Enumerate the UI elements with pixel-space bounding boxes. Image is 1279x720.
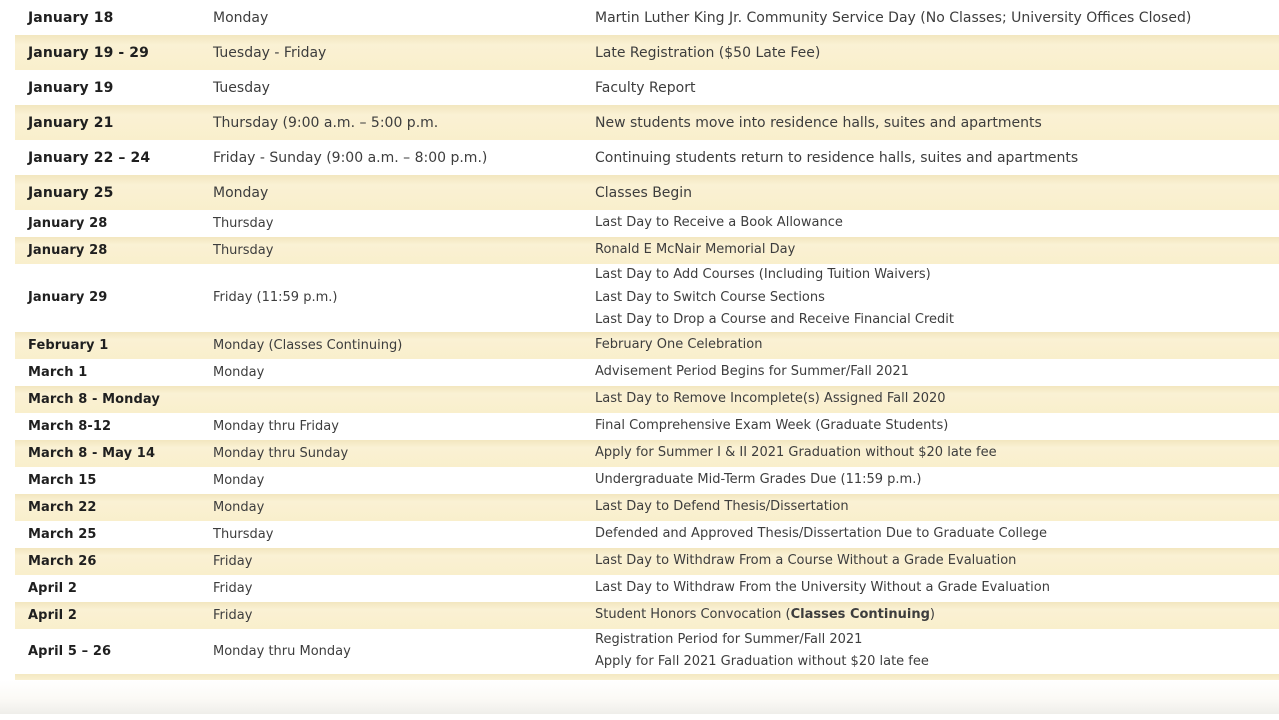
event-text: Last Day to Receive a Book Allowance	[595, 215, 843, 231]
event-text: Late Registration ($50 Late Fee)	[595, 44, 821, 61]
event-text-suffix: )	[929, 606, 935, 622]
event-text: Last Day to Switch Course Sections	[595, 289, 825, 305]
date-cell: January 29	[28, 290, 108, 306]
date-cell: March 8-12	[28, 418, 112, 434]
event-cell	[595, 415, 1279, 438]
day-cell: Tuesday	[213, 79, 270, 96]
date-cell: March 22	[28, 499, 97, 515]
day-cell: Friday	[213, 607, 253, 623]
event-text: Last Day to Withdraw From a Course Without a Grade Evaluation	[595, 552, 1017, 568]
calendar-row	[15, 548, 1279, 575]
date-cell: April 5 – 26	[28, 643, 112, 659]
event-cell	[595, 181, 1279, 205]
date-cell: March 26	[28, 553, 97, 569]
calendar-row	[15, 467, 1279, 494]
event-text: Faculty Report	[595, 79, 696, 96]
event-cell	[595, 111, 1279, 135]
event-cell	[595, 146, 1279, 170]
event-cell	[595, 388, 1279, 411]
event-text: February One Celebration	[595, 336, 763, 352]
date-cell: March 8 - May 14	[28, 445, 156, 461]
date-cell: January 18	[28, 9, 114, 26]
event-cell	[595, 496, 1279, 519]
day-cell: Monday thru Friday	[213, 418, 339, 434]
date-cell: April 2	[28, 607, 77, 623]
calendar-row	[15, 175, 1279, 210]
event-text: Undergraduate Mid-Term Grades Due (11:59 p.m.)	[595, 471, 922, 487]
calendar-row	[15, 629, 1279, 674]
event-text-bold: Classes Continuing	[790, 606, 930, 622]
day-cell: Thursday (9:00 a.m. – 5:00 p.m.	[213, 114, 439, 131]
event-cell	[595, 76, 1279, 100]
event-text: New students move into residence halls, suites and apartments	[595, 114, 1042, 131]
calendar-row	[15, 602, 1279, 629]
calendar-row	[15, 210, 1279, 237]
calendar-row	[15, 70, 1279, 105]
event-text: Ronald E McNair Memorial Day	[595, 242, 796, 258]
calendar-row	[15, 237, 1279, 264]
calendar-row	[15, 494, 1279, 521]
event-cell	[595, 469, 1279, 492]
day-cell: Monday thru Monday	[213, 643, 351, 659]
event-cell	[595, 550, 1279, 573]
calendar-row	[15, 575, 1279, 602]
event-cell	[595, 604, 1279, 627]
day-cell: Thursday	[213, 243, 274, 258]
date-cell: March 8 - Monday	[28, 391, 160, 407]
day-cell: Monday	[213, 364, 265, 380]
calendar-row	[15, 521, 1279, 548]
event-text: Last Day to Remove Incomplete(s) Assigned Fall 2020	[595, 390, 946, 406]
calendar-row	[15, 140, 1279, 175]
event-cell	[595, 334, 1279, 357]
event-text: Continuing students return to residence halls, suites and apartments	[595, 149, 1079, 166]
event-cell	[595, 361, 1279, 384]
calendar-row	[15, 440, 1279, 467]
day-cell: Tuesday - Friday	[213, 44, 327, 61]
calendar-row	[15, 0, 1279, 35]
day-cell: Friday (11:59 p.m.)	[213, 290, 338, 306]
day-cell: Monday	[213, 184, 269, 201]
calendar-row	[15, 264, 1279, 332]
date-cell: April 2	[28, 580, 77, 596]
event-text: Defended and Approved Thesis/Dissertation Due to Graduate College	[595, 525, 1047, 541]
page-bottom-whitespace	[0, 680, 1279, 714]
event-cell	[595, 442, 1279, 465]
date-cell: January 22 – 24	[28, 149, 151, 166]
event-text: Final Comprehensive Exam Week (Graduate Students)	[595, 417, 949, 433]
event-cell	[595, 41, 1279, 65]
day-cell: Friday	[213, 553, 253, 569]
event-cell	[595, 523, 1279, 546]
event-cell	[595, 629, 1279, 674]
calendar-row	[15, 105, 1279, 140]
calendar-row	[15, 386, 1279, 413]
calendar-row	[15, 332, 1279, 359]
date-cell: March 1	[28, 364, 88, 380]
day-cell: Monday thru Sunday	[213, 445, 349, 461]
date-cell: January 28	[28, 216, 108, 231]
event-text: Last Day to Drop a Course and Receive Financial Credit	[595, 312, 954, 327]
date-cell: March 25	[28, 526, 97, 542]
event-text: Last Day to Withdraw From the University Without a Grade Evaluation	[595, 579, 1050, 595]
event-cell	[595, 577, 1279, 600]
event-text: Last Day to Add Courses (Including Tuition Waivers)	[595, 267, 931, 282]
day-cell: Monday	[213, 9, 269, 26]
day-cell: Monday	[213, 472, 265, 488]
date-cell: January 19	[28, 79, 114, 96]
day-cell: Monday	[213, 499, 265, 515]
calendar-row	[15, 359, 1279, 386]
day-cell: Friday	[213, 580, 253, 596]
event-text-prefix: Student Honors Convocation (	[595, 606, 791, 622]
event-text: Apply for Summer I & II 2021 Graduation without $20 late fee	[595, 444, 997, 460]
day-cell: Friday - Sunday (9:00 a.m. – 8:00 p.m.)	[213, 149, 488, 166]
event-cell	[595, 212, 1279, 235]
event-cell	[595, 239, 1279, 262]
event-text: Classes Begin	[595, 184, 693, 201]
day-cell: Thursday	[213, 216, 274, 231]
event-text: Martin Luther King Jr. Community Service Day (No Classes; University Offices Closed)	[595, 9, 1192, 26]
event-text: Apply for Fall 2021 Graduation without $20 late fee	[595, 654, 929, 669]
calendar-row	[15, 413, 1279, 440]
date-cell: January 21	[28, 114, 114, 131]
event-cell	[595, 264, 1279, 332]
event-text: Registration Period for Summer/Fall 2021	[595, 631, 863, 647]
date-cell: March 15	[28, 472, 97, 488]
day-cell: Monday (Classes Continuing)	[213, 337, 403, 353]
event-text	[595, 604, 1271, 627]
calendar-row	[15, 35, 1279, 70]
date-cell: January 19 - 29	[28, 44, 149, 61]
event-cell	[595, 6, 1279, 30]
day-cell: Thursday	[213, 526, 274, 542]
date-cell: February 1	[28, 337, 109, 353]
academic-calendar-table	[15, 0, 1279, 674]
date-cell: January 25	[28, 184, 114, 201]
date-cell: January 28	[28, 243, 108, 258]
event-text: Last Day to Defend Thesis/Dissertation	[595, 498, 849, 514]
event-text: Advisement Period Begins for Summer/Fall 2021	[595, 363, 909, 379]
